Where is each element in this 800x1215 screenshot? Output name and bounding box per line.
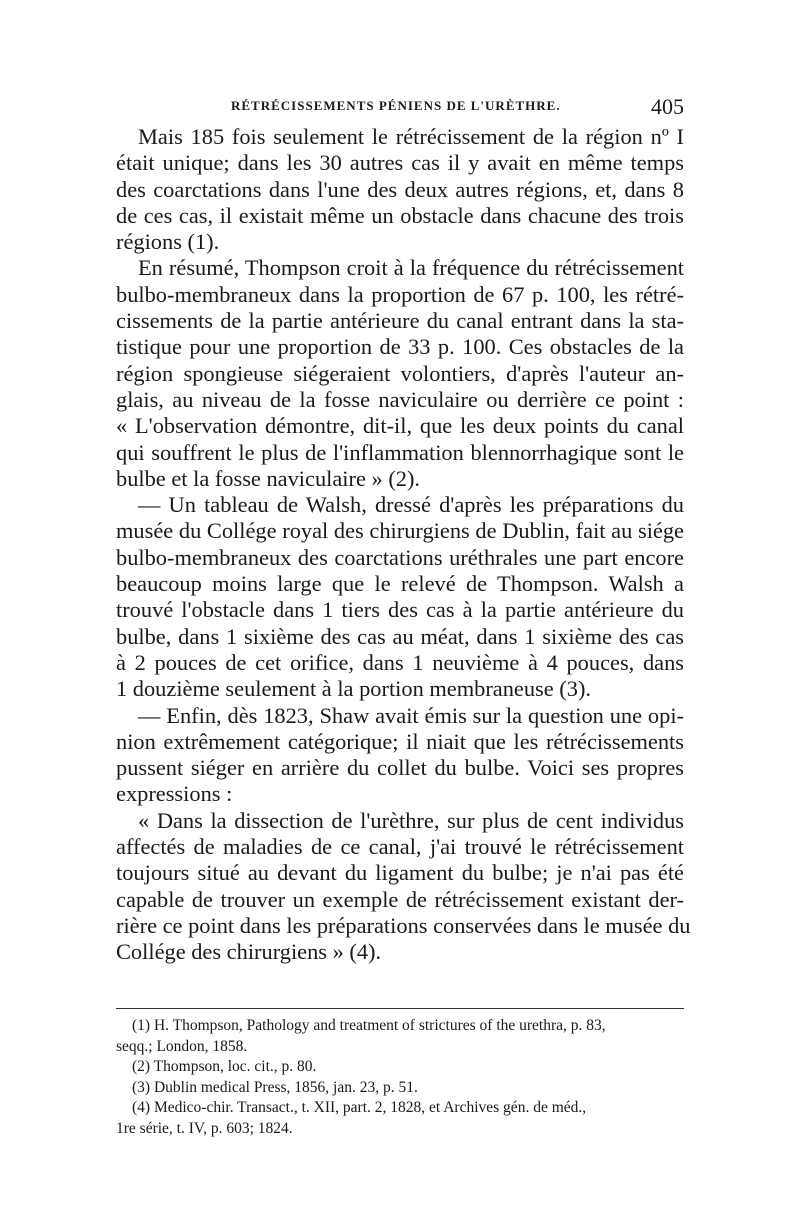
text-line: « Dans la dissection de l'urèthre, sur plus de cent individus — [138, 807, 684, 833]
footnote-separator — [116, 1008, 684, 1009]
footnote-line: (2) Thompson, loc. cit., p. 80. — [132, 1058, 317, 1075]
text-line: bulbo-membraneux dans la proportion de 67 p. 100, les rétré- — [116, 281, 684, 307]
body-text — [116, 124, 691, 966]
text-line: expressions : — [116, 781, 233, 807]
text-line: — Enfin, dès 1823, Shaw avait émis sur la question une opi- — [138, 702, 684, 728]
footnote-line: seqq.; London, 1858. — [116, 1037, 248, 1055]
text-line: était unique; dans les 30 autres cas il y avait en même temps — [116, 150, 684, 176]
text-line: région spongieuse siégeraient volontiers, d'après l'auteur an- — [116, 360, 684, 386]
text-line: nion extrêmement catégorique; il niait que les rétrécissements — [116, 728, 684, 754]
text-line: Collége des chirurgiens » (4). — [116, 939, 382, 965]
running-title: RÉTRÉCISSEMENTS PÉNIENS DE L'URÈTHRE. — [231, 98, 561, 113]
text-line: musée du Collége royal des chirurgiens de Dublin, fait au siége — [116, 518, 684, 544]
text-line: bulbe et la fosse naviculaire » (2). — [116, 465, 421, 491]
text-line: Mais 185 fois seulement le rétrécissement de la région nº I — [138, 124, 684, 149]
text-line: bulbo-membraneux des coarctations uréthrales une part encore — [116, 544, 684, 570]
text-line: beaucoup moins large que le relevé de Thompson. Walsh a — [116, 571, 684, 597]
text-line: affectés de maladies de ce canal, j'ai trouvé le rétrécissement — [116, 834, 684, 860]
text-line: pussent siéger en arrière du collet du bulbe. Voici ses propres — [116, 755, 684, 781]
text-line: « L'observation démontre, dit-il, que les deux points du canal — [116, 413, 684, 439]
footnote-line: 1re série, t. IV, p. 603; 1824. — [116, 1119, 293, 1137]
text-line: capable de trouver un exemple de rétrécissement existant der- — [116, 886, 684, 912]
footnote-line: (4) Medico-chir. Transact., t. XII, part. 2, 1828, et Archives gén. de méd., — [132, 1099, 587, 1116]
text-line: de ces cas, il existait même un obstacle dans chacune des trois — [116, 202, 684, 228]
text-line: glais, au niveau de la fosse naviculaire ou derrière ce point : — [116, 386, 684, 412]
text-line: — Un tableau de Walsh, dressé d'après les préparations du — [138, 492, 684, 518]
text-line: à 2 pouces de cet orifice, dans 1 neuvième à 4 pouces, dans — [116, 649, 684, 675]
text-line: rière ce point dans les préparations conservées dans le musée du — [116, 912, 691, 938]
text-line: cissements de la partie antérieure du canal entrant dans la sta- — [116, 308, 684, 334]
text-line: bulbe, dans 1 sixième des cas au méat, dans 1 sixième des cas — [116, 623, 684, 649]
text-line: toujours situé au devant du ligament du bulbe; je n'ai pas été — [116, 860, 684, 886]
footnotes — [116, 1016, 684, 1139]
text-line: qui souffrent le plus de l'inflammation blennorrhagique sont le — [116, 439, 684, 465]
text-line: des coarctations dans l'une des deux autres régions, et, dans 8 — [116, 176, 684, 202]
page-number: 405 — [651, 94, 684, 119]
text-line: régions (1). — [116, 229, 220, 255]
text-line: tistique pour une proportion de 33 p. 100. Ces obstacles de la — [116, 334, 684, 360]
footnote-line: (3) Dublin medical Press, 1856, jan. 23, p. 51. — [132, 1078, 418, 1096]
page-header — [116, 94, 684, 118]
text-line: 1 douzième seulement à la portion membraneuse (3). — [116, 676, 592, 702]
text-line: trouvé l'obstacle dans 1 tiers des cas à la partie antérieure du — [116, 597, 684, 623]
footnote-line: (1) H. Thompson, Pathology and treatment of strictures of the urethra, p. 83, — [132, 1017, 606, 1034]
text-line: En résumé, Thompson croit à la fréquence du rétrécissement — [138, 255, 684, 281]
